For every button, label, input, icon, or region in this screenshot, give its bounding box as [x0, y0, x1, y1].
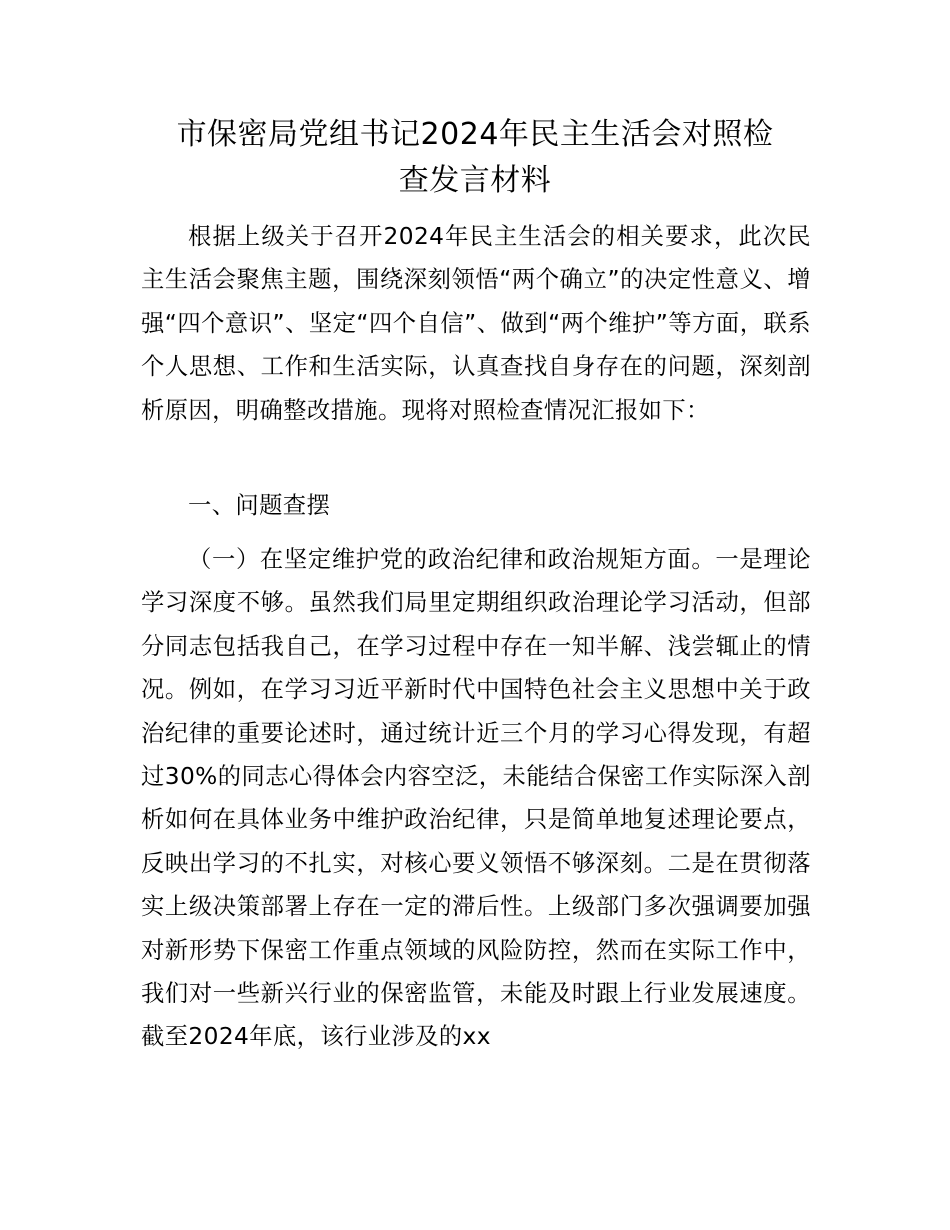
- title-line-2: 查发言材料: [398, 163, 552, 198]
- section-heading: 一、问题查摆: [188, 492, 331, 519]
- intro-paragraph: 根据上级关于召开2024年民主生活会的相关要求，此次民主生活会聚焦主题，围绕深刻领悟“两个确立”的决定性意义、增强“四个意识”、坚定“四个自信”、做到“两个维护”等方面，联系个人思想、工作和生活实际，认真查找自身存在的问题，深刻剖析原因，明确整改措施。现将对照检查情况汇报如下：: [141, 223, 811, 424]
- section-paragraph: （一）在坚定维护党的政治纪律和政治规矩方面。一是理论学习深度不够。虽然我们局里定期组织政治理论学习活动，但部分同志包括我自己，在学习过程中存在一知半解、浅尝辄止的情况。例如，在学习习近平新时代中国特色社会主义思想中关于政治纪律的重要论述时，通过统计近三个月的学习心得发现，有超过30%的同志心得体会内容空泛，未能结合保密工作实际深入剖析如何在具体业务中维护政治纪律，只是简单地复述理论要点，反映出学习的不扎实，对核心要义领悟不够深刻。二是在贯彻落实上级决策部署上存在一定的滞后性。上级部门多次强调要加强对新形势下保密工作重点领域的风险防控，然而在实际工作中，我们对一些新兴行业的保密监管，未能及时跟上行业发展速度。截至2024年底，该行业涉及的xx: [141, 546, 811, 1051]
- title-line-1: 市保密局党组书记2024年民主生活会对照检: [176, 117, 774, 152]
- document-title: [130, 112, 820, 204]
